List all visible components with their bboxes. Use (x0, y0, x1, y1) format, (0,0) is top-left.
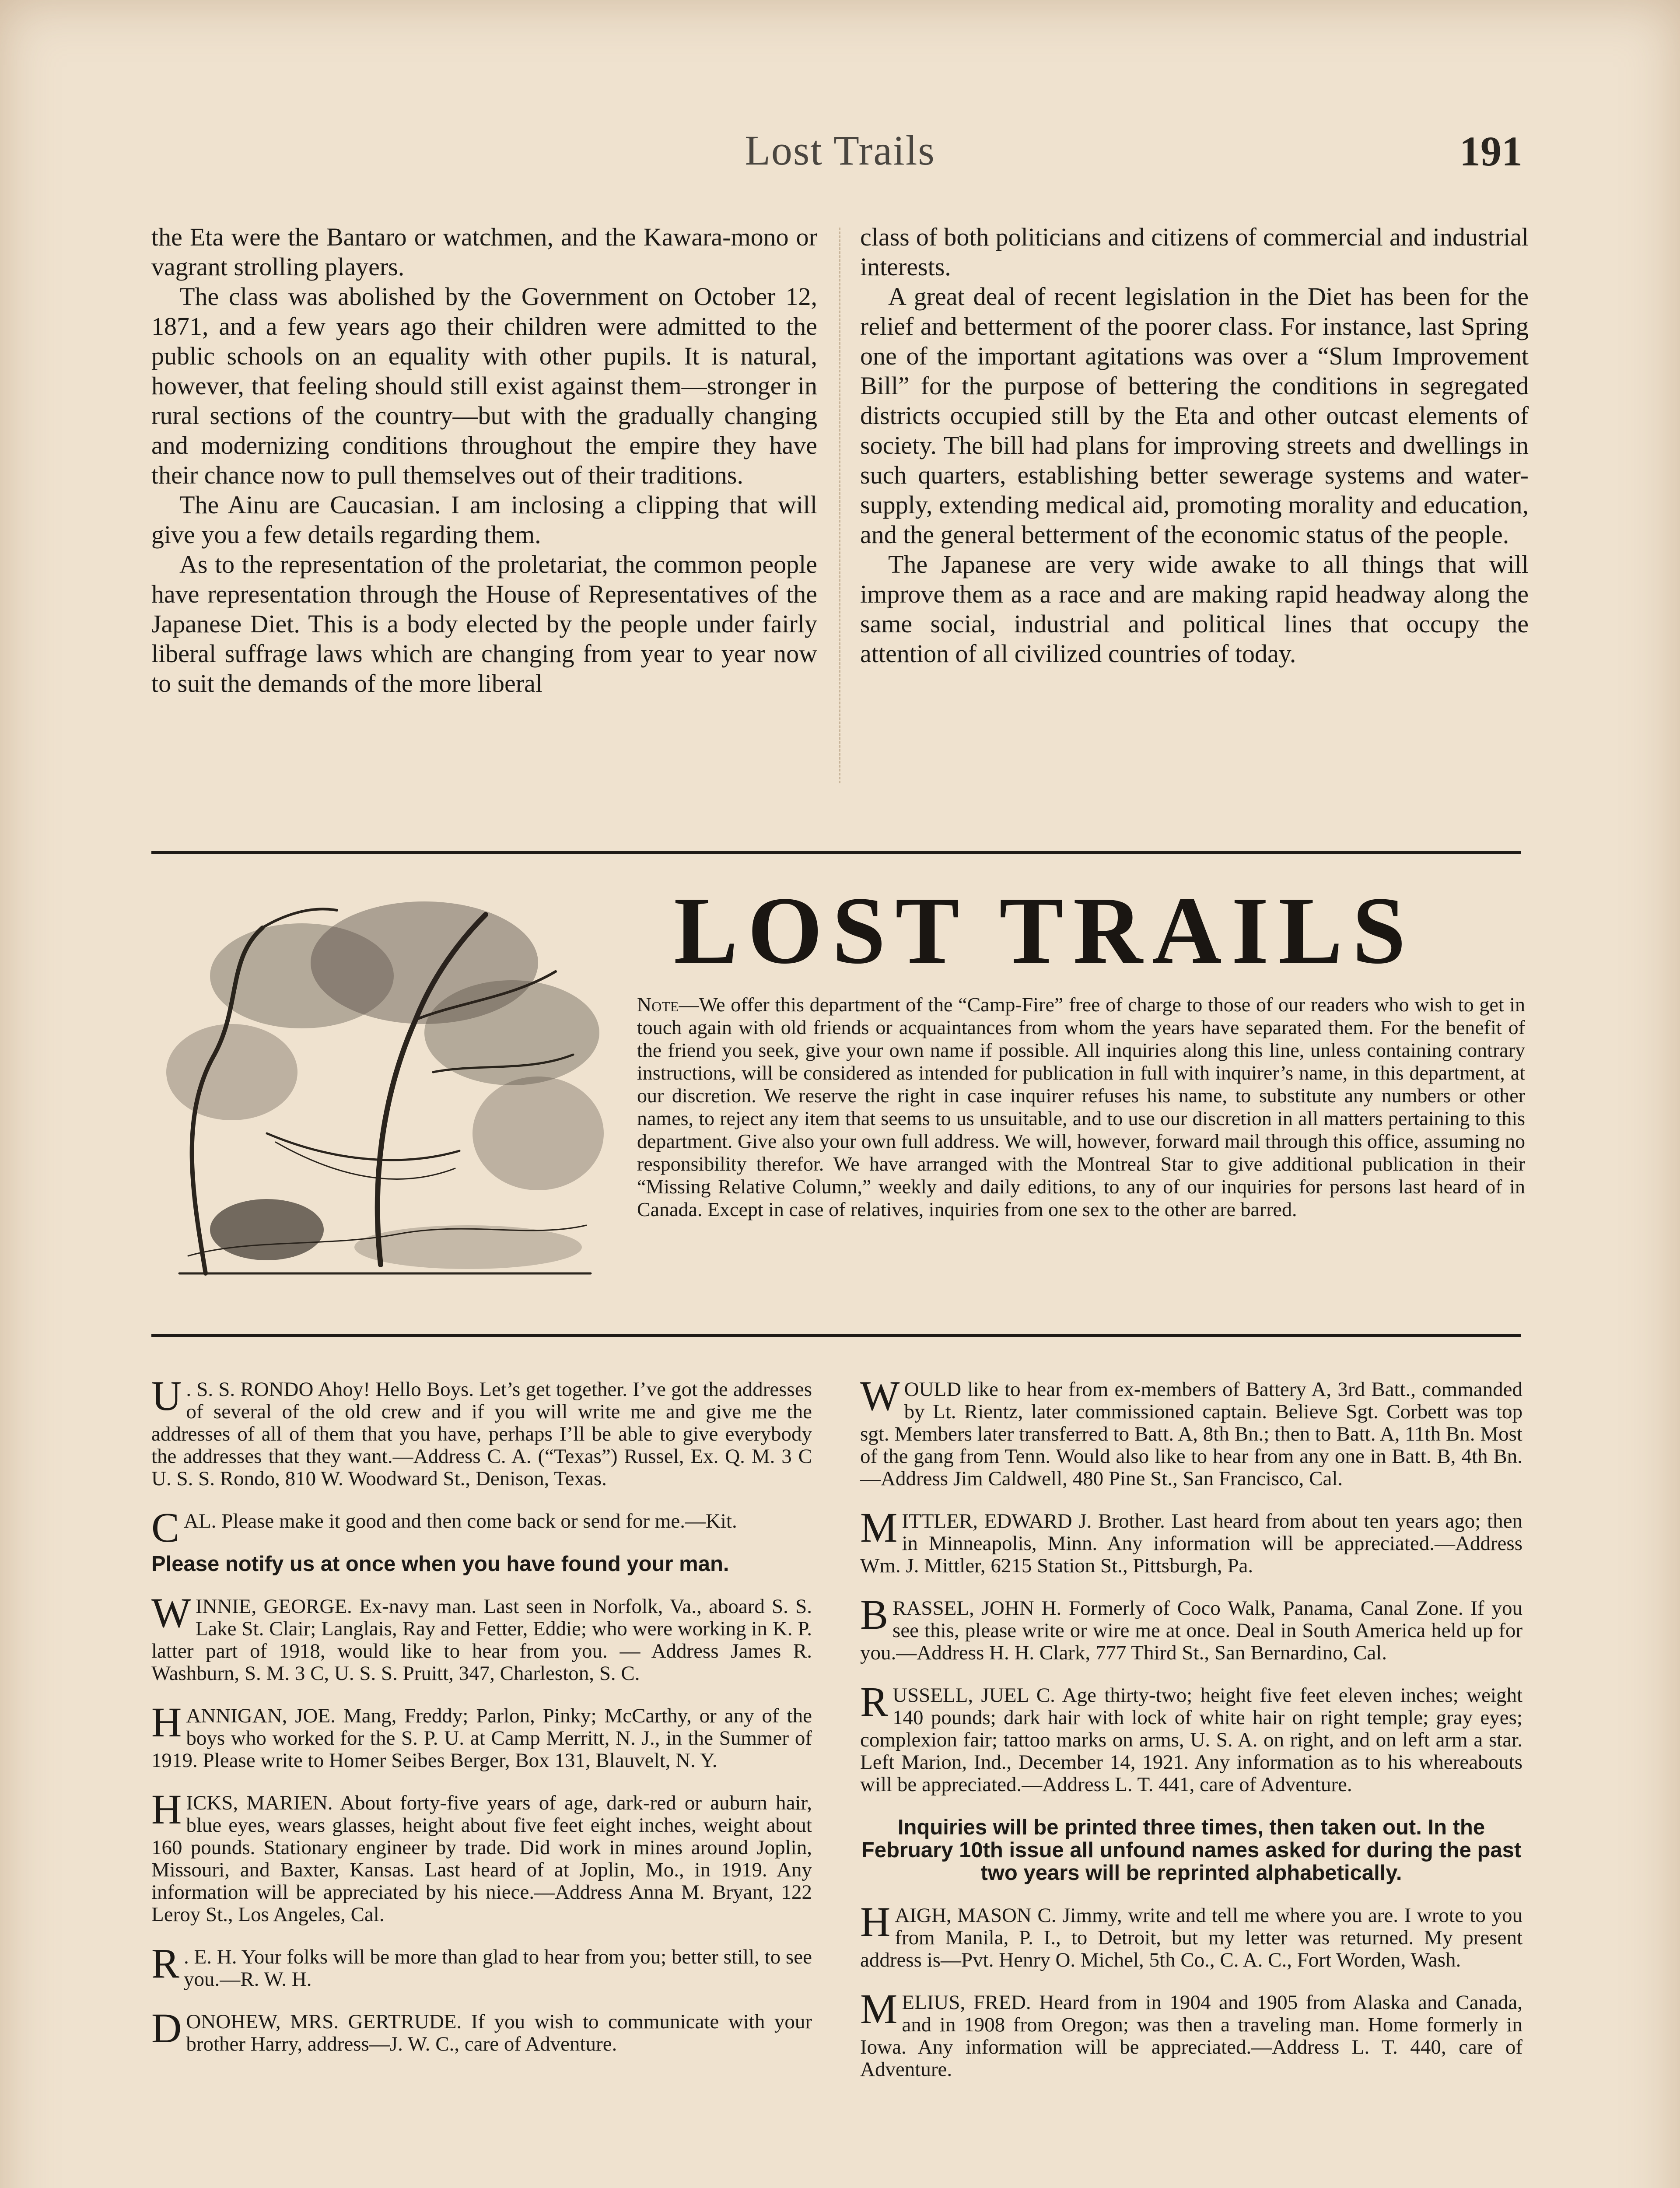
drop-cap: C (151, 1504, 180, 1551)
notice-item (860, 1678, 1522, 1796)
notice-text: INNIE, GEORGE. Ex-navy man. Last seen in Norfolk, Va., aboard S. S. Lake St. Clair; Langlais, Ray and Fetter, Eddie; who were working in K. P. latter part of 1918, would like to hear from you. — Address James R. Washburn, S. M. 3 C, U. S. S. Pruitt, 347, Charleston, S. C. (151, 1595, 812, 1685)
notice-text: ANNIGAN, JOE. Mang, Freddy; Parlon, Pinky; McCarthy, or any of the boys who worked for the S. P. U. at Camp Merritt, N. J., in the Summer of 1919. Please write to Homer Seibes Berger, Box 131, Blauvelt, N. Y. (151, 1704, 812, 1772)
drop-cap: H (151, 1699, 182, 1746)
notice-alert: Please notify us at once when you have found your man. (151, 1552, 729, 1576)
notice-text: ITTLER, EDWARD J. Brother. Last heard from about ten years ago; then in Minneapolis, Minn. Any information will be appreciated.—Address Wm. J. Mittler, 6215 Station St., Pittsburgh, Pa. (860, 1510, 1522, 1577)
notice-text: ONOHEW, MRS. GERTRUDE. If you wish to communicate with your brother Harry, address—J. W. C., care of Adventure. (186, 2010, 812, 2055)
drop-cap: M (860, 1504, 898, 1551)
page-number: 191 (1460, 128, 1522, 175)
article-paragraph: the Eta were the Bantaro or watchmen, and the Kawara-mono or vagrant strolling players. (151, 223, 817, 281)
article-paragraph: The Ainu are Caucasian. I am inclosing a clipping that will give you a few details regarding them. (151, 491, 817, 549)
department-note (637, 993, 1525, 1221)
notice-item (151, 1786, 812, 1926)
running-title: Lost Trails (745, 127, 935, 174)
drop-cap: W (860, 1372, 900, 1419)
note-lead: Note (637, 993, 679, 1016)
notice-text: USSELL, JUEL C. Age thirty-two; height five feet eleven inches; weight 140 pounds; dark hair with lock of white hair on right temple; gray eyes; complexion fair; tattoo marks on arms, U. S. A. on right, and on left arm a star. Left Marion, Ind., December 14, 1921. Any information as to his whereabouts will be appreciated.—Address L. T. 441, care of Adventure. (860, 1684, 1522, 1796)
article-paragraph: A great deal of recent legislation in the Diet has been for the relief and betterment of the poorer class. For instance, last Spring one of the important agitations was over a “Slum Improvement Bill” for the purpose of bettering the conditions in segregated districts occupied still by the Eta and other outcast elements of society. The bill had plans for improving streets and dwellings in such quarters, establishing better sewerage systems and water-supply, extending medical aid, promoting morality and education, and the general betterment of the economic status of the people. (860, 282, 1529, 549)
drop-cap: H (151, 1786, 182, 1833)
notice-alert: Inquiries will be printed three times, then taken out. In the February 10th issue all unfound names asked for during the past two years will be reprinted alphabetically. (861, 1816, 1522, 1885)
campsite-illustration (153, 888, 617, 1282)
notice-text: AL. Please make it good and then come back or send for me.—Kit. (184, 1510, 737, 1532)
notice-text: OULD like to hear from ex-members of Battery A, 3rd Batt., commanded by Lt. Rientz, later commissioned captain. Believe Sgt. Corbett was top sgt. Members later transferred to Batt. A, 8th Bn.; then to Batt. A, 11th Bn. Most of the gang from Tenn. Would also like to hear from any one in Batt. B, 4th Bn.—Address Jim Caldwell, 480 Pine St., San Francisco, Cal. (860, 1378, 1522, 1490)
drop-cap: D (151, 2005, 182, 2051)
section-rule-bottom (151, 1334, 1521, 1337)
drop-cap: B (860, 1591, 889, 1638)
lost-trails-banner-title: LOST TRAILS (674, 877, 1416, 984)
notice-item (860, 1504, 1522, 1577)
notice-item (151, 1699, 812, 1772)
article-paragraph: The Japanese are very wide awake to all things that will improve them as a race and are making rapid headway along the same social, industrial and political lines that occupy the attention of all civilized countries of today. (860, 550, 1529, 668)
notice-item (151, 1372, 812, 1490)
notices-left-column (151, 1372, 812, 2076)
notice-text: ELIUS, FRED. Heard from in 1904 and 1905 from Alaska and Canada, and in 1908 from Oregon; was then a traveling man. Home formerly in Iowa. Any information will be appreciated.—Address L. T. 440, care of Adventure. (860, 1991, 1522, 2081)
notice-text: AIGH, MASON C. Jimmy, write and tell me where you are. I wrote to you from Manila, P. I., to Detroit, but my letter was returned. My present address is—Pvt. Henry O. Michel, 5th Co., C. A. C., Fort Worden, Wash. (860, 1904, 1522, 1971)
article-right-column (860, 222, 1529, 669)
article-paragraph: As to the representation of the proletariat, the common people have representation through the House of Representatives of the Japanese Diet. This is a body elected by the people under fairly liberal suffrage laws which are changing from year to year now to suit the demands of the more liberal (151, 550, 817, 698)
notice-item (151, 1940, 812, 1991)
drop-cap: R (860, 1678, 889, 1725)
drop-cap: H (860, 1898, 891, 1945)
notice-item (860, 1591, 1522, 1664)
notice-item (151, 2005, 812, 2055)
article-paragraph: class of both politicians and citizens of commercial and industrial interests. (860, 223, 1529, 281)
note-text: —We offer this department of the “Camp-Fire” free of charge to those of our readers who wish to get in touch again with old friends or acquaintances from whom the years have separated them. For the benefit of the friend you seek, give your own name if possible. All inquiries along this line, unless containing contrary instructions, will be considered as intended for publication in full with inquirer’s name, in this department, at our discretion. We reserve the right in case inquirer refuses his name, to substitute any numbers or other names, to reject any item that seems to us unsuitable, and to use our discretion in all matters pertaining to this department. Give also your own full address. We will, however, forward mail through this office, assuming no responsibility therefor. We have arranged with the Montreal Star to give additional publication in their “Missing Relative Column,” weekly and daily editions, to any of our inquiries for persons last heard of in Canada. Except in case of relatives, inquiries from one sex to the other are barred. (637, 993, 1525, 1220)
notice-item (860, 1985, 1522, 2081)
notice-text: RASSEL, JOHN H. Formerly of Coco Walk, Panama, Canal Zone. If you see this, please write or wire me at once. Deal in South America held up for you.—Address H. H. Clark, 777 Third St., San Bernardino, Cal. (860, 1597, 1522, 1664)
section-rule-top (151, 851, 1521, 854)
drop-cap: U (151, 1372, 182, 1419)
notice-text: ICKS, MARIEN. About forty-five years of age, dark-red or auburn hair, blue eyes, wears glasses, height about five feet eight inches, weight about 160 pounds. Stationary engineer by trade. Did work in mines around Joplin, Missouri, and Baxter, Kansas. Last heard of at Joplin, Mo., in 1919. Any information will be appreciated by his niece.—Address Anna M. Bryant, 122 Leroy St., Los Angeles, Cal. (151, 1792, 812, 1926)
notice-item (860, 1372, 1522, 1490)
drop-cap: R (151, 1940, 180, 1987)
article-paragraph: The class was abolished by the Government on October 12, 1871, and a few years ago their children were admitted to the public schools on an equality with other pupils. It is natural, however, that feeling should still exist against them—stronger in rural sections of the country—but with the gradually changing and modernizing conditions throughout the empire they have their chance now to pull themselves out of their traditions. (151, 282, 817, 489)
drop-cap: M (860, 1985, 898, 2032)
column-divider (839, 228, 840, 783)
article-left-column (151, 222, 817, 698)
notice-text: . E. H. Your folks will be more than glad to hear from you; better still, to see you.—R. W. H. (184, 1946, 812, 1991)
drop-cap: W (151, 1589, 191, 1636)
notice-item (151, 1589, 812, 1685)
notice-item (151, 1504, 812, 1551)
notices-right-column (860, 1372, 1522, 2101)
notice-item (860, 1898, 1522, 1971)
notice-text: . S. S. RONDO Ahoy! Hello Boys. Let’s get together. I’ve got the addresses of several of the old crew and if you will write me and give me the addresses of all of them that you have, perhaps I’ll be able to give everybody the addresses that they want.—Address C. A. (“Texas”) Russel, Ex. Q. M. 3 C U. S. S. Rondo, 810 W. Woodward St., Denison, Texas. (151, 1378, 812, 1490)
